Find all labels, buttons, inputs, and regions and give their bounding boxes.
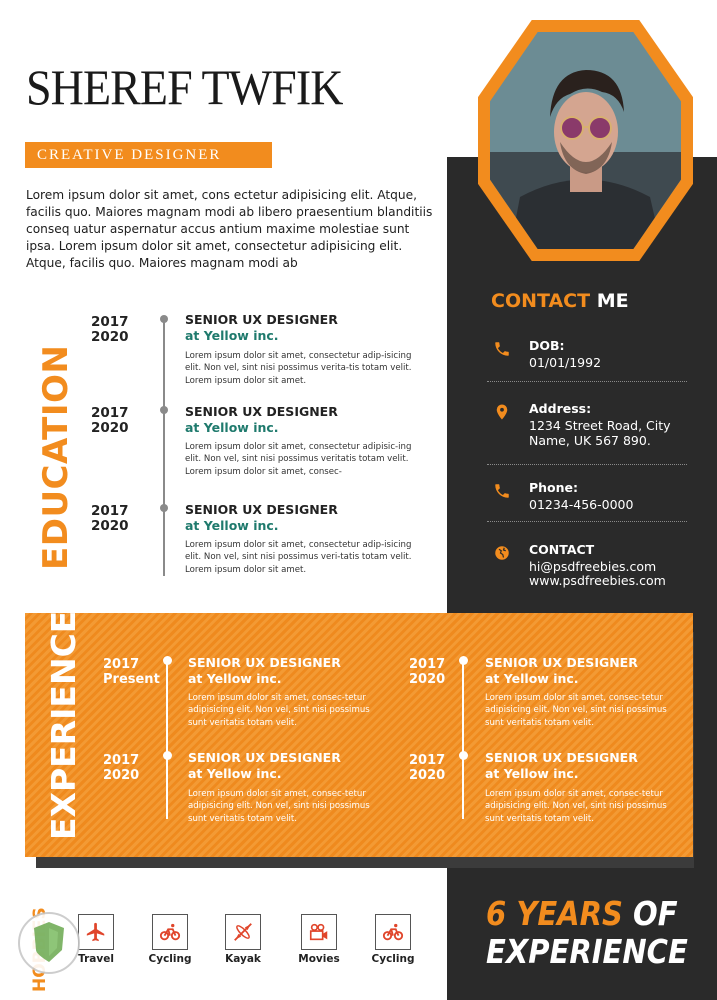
experience-heading: EXPERIENCE [44, 610, 83, 840]
education-company: at Yellow inc. [185, 518, 279, 533]
year-end: 2020 [91, 518, 129, 534]
contact-dob [491, 338, 691, 378]
experience-years [103, 657, 160, 687]
experience-description: Lorem ipsum dolor sit amet, consec-tetur adipisicing elit. Non vel, sint nisi possimus sunt veritatis totam velit. [188, 789, 370, 824]
profile-photo-frame [478, 20, 693, 261]
education-timeline [163, 318, 165, 576]
hobby-item [289, 914, 349, 965]
year-start: 2017 [409, 657, 446, 672]
experience-timeline [166, 661, 168, 819]
contact-phone [491, 480, 691, 520]
dob-value: 01/01/1992 [529, 355, 602, 370]
hobby-label: Kayak [225, 953, 261, 965]
education-years [91, 315, 129, 345]
contact-divider [487, 381, 687, 382]
experience-title: SENIOR UX DESIGNER [188, 655, 341, 670]
role-text: CREATIVE DESIGNER [37, 147, 222, 163]
role-banner [25, 142, 272, 168]
hobby-icon-box [225, 914, 261, 950]
education-description: Lorem ipsum dolor sit amet, consectetur adipisic-ing elit. Non vel, sint nisi possimus veritatis totam velit. Lorem ipsum dolor sit amet, consec- [185, 442, 412, 477]
year-start: 2017 [103, 657, 140, 672]
address-line-1: 1234 Street Road, City [529, 418, 671, 433]
intro-paragraph: Lorem ipsum dolor sit amet, cons ectetur adipisicing elit. Atque, facilis quo. Maiores magnam modi ab libero praesentium blanditiis conseq uatur aspernatur accus antium maxime molestiae sunt ipsa. Lorem ipsum dolor sit amet, consectetur adipisicing elit. Atque, facilis quo. Maiores magnam modi ab [26, 188, 433, 270]
hobby-item [213, 914, 273, 965]
timeline-dot [163, 656, 172, 665]
profile-photo [490, 32, 681, 249]
phone-value: 01234-456-0000 [529, 497, 634, 512]
year-start: 2017 [91, 314, 129, 330]
education-description: Lorem ipsum dolor sit amet, consectetur adip-isicing elit. Non vel, sint nisi possimus veri-tatis totam velit. Lorem ipsum dolor sit amet. [185, 540, 412, 575]
contact-address [491, 401, 691, 451]
year-end: 2020 [91, 329, 129, 345]
hobby-icon-box [152, 914, 188, 950]
year-end: 2020 [409, 672, 446, 687]
phone-icon [493, 340, 511, 358]
education-heading: EDUCATION [36, 344, 76, 570]
timeline-dot [459, 751, 468, 760]
year-start: 2017 [91, 405, 129, 421]
experience-years [409, 657, 445, 687]
hobby-label: Travel [78, 953, 114, 965]
globe-icon [493, 544, 511, 562]
experience-years-badge [486, 895, 688, 971]
education-title: SENIOR UX DESIGNER [185, 502, 338, 517]
hobby-item [363, 914, 423, 965]
bicycle-icon [382, 921, 404, 943]
year-end: 2020 [103, 768, 140, 783]
education-company: at Yellow inc. [185, 328, 279, 343]
contact-heading-rest: ME [596, 290, 629, 312]
education-title: SENIOR UX DESIGNER [185, 312, 338, 327]
experience-years [103, 753, 139, 783]
year-end: 2020 [91, 420, 129, 436]
experience-company: at Yellow inc. [485, 671, 579, 686]
phone-icon [493, 482, 511, 500]
website-link[interactable]: www.psdfreebies.com [529, 573, 666, 588]
contact-label: CONTACT [529, 542, 595, 557]
contact-divider [487, 464, 687, 465]
kayak-icon [232, 921, 254, 943]
hobby-label: Movies [298, 953, 340, 965]
year-start: 2017 [103, 753, 140, 768]
education-years [91, 406, 129, 436]
year-start: 2017 [409, 753, 446, 768]
contact-web [491, 542, 691, 592]
timeline-dot [160, 315, 168, 323]
hobby-icon-box [301, 914, 337, 950]
education-description: Lorem ipsum dolor sit amet, consectetur adip-isicing elit. Non vel, sint nisi possimus verita-tis totam velit. Lorem ipsum dolor sit amet. [185, 351, 412, 386]
experience-description: Lorem ipsum dolor sit amet, consec-tetur adipisicing elit. Non vel, sint nisi possimus sunt veritatis totam velit. [485, 693, 667, 728]
address-label: Address: [529, 401, 592, 416]
dob-label: DOB: [529, 338, 565, 353]
experience-timeline [462, 661, 464, 819]
experience-description: Lorem ipsum dolor sit amet, consec-tetur adipisicing elit. Non vel, sint nisi possimus sunt veritatis totam velit. [485, 789, 667, 824]
year-start: 2017 [91, 503, 129, 519]
education-company: at Yellow inc. [185, 420, 279, 435]
experience-title: SENIOR UX DESIGNER [485, 655, 638, 670]
phone-label: Phone: [529, 480, 579, 495]
experience-description: Lorem ipsum dolor sit amet, consec-tetur adipisicing elit. Non vel, sint nisi possimus sunt veritatis totam velit. [188, 693, 370, 728]
badge-years: 6 YEARS [486, 894, 623, 933]
badge-of: OF [633, 894, 678, 933]
contact-heading [491, 290, 629, 312]
education-years [91, 504, 129, 534]
experience-company: at Yellow inc. [188, 766, 282, 781]
experience-company: at Yellow inc. [188, 671, 282, 686]
hobby-item [140, 914, 200, 965]
year-end: 2020 [409, 768, 446, 783]
timeline-dot [163, 751, 172, 760]
timeline-dot [160, 406, 168, 414]
experience-company: at Yellow inc. [485, 766, 579, 781]
experience-title: SENIOR UX DESIGNER [188, 750, 341, 765]
address-line-2: Name, UK 567 890. [529, 433, 651, 448]
watermark-logo [14, 908, 84, 978]
timeline-dot [160, 504, 168, 512]
contact-divider [487, 521, 687, 522]
person-name: SHEREF TWFIK [26, 59, 343, 115]
bicycle-icon [159, 921, 181, 943]
education-title: SENIOR UX DESIGNER [185, 404, 338, 419]
badge-experience: EXPERIENCE [486, 932, 688, 971]
location-pin-icon [493, 403, 511, 421]
hobby-label: Cycling [148, 953, 192, 965]
experience-title: SENIOR UX DESIGNER [485, 750, 638, 765]
contact-heading-accent: CONTACT [491, 290, 591, 312]
experience-years [409, 753, 445, 783]
year-end: Present [103, 672, 160, 687]
hobby-label: Cycling [371, 953, 415, 965]
camera-icon [308, 921, 330, 943]
airplane-icon [85, 921, 107, 943]
hobby-icon-box [375, 914, 411, 950]
timeline-dot [459, 656, 468, 665]
email-link[interactable]: hi@psdfreebies.com [529, 559, 657, 574]
